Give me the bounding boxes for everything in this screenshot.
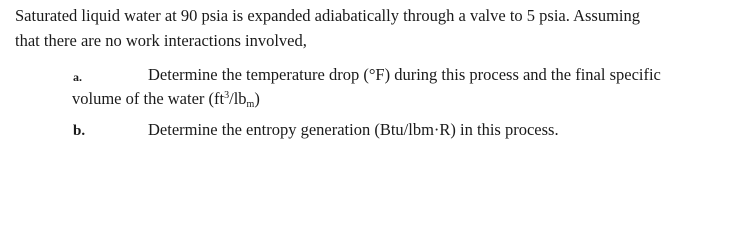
part-a-volume-prefix: volume of the water (ft <box>72 89 225 108</box>
part-a-mass-subscript: m <box>246 99 255 110</box>
part-a-close-paren: ) <box>254 89 260 108</box>
part-a-text-line-2 <box>72 89 260 109</box>
problem-intro-line-1: Saturated liquid water at 90 psia is expanded adiabatically through a valve to 5 psia. Assuming <box>15 6 641 25</box>
part-a-label: a. <box>73 70 82 84</box>
part-b-text: Determine the entropy generation (Btu/lbm·R) in this process. <box>148 120 559 139</box>
part-b-label: b. <box>73 123 86 139</box>
part-a-text-line-1: Determine the temperature drop (°F) during this process and the final specific <box>148 65 661 84</box>
part-a-cubed-superscript: 3 <box>224 90 230 101</box>
part-a-per-lb: /lb <box>229 89 247 108</box>
problem-intro-line-2: that there are no work interactions involved, <box>15 31 307 50</box>
